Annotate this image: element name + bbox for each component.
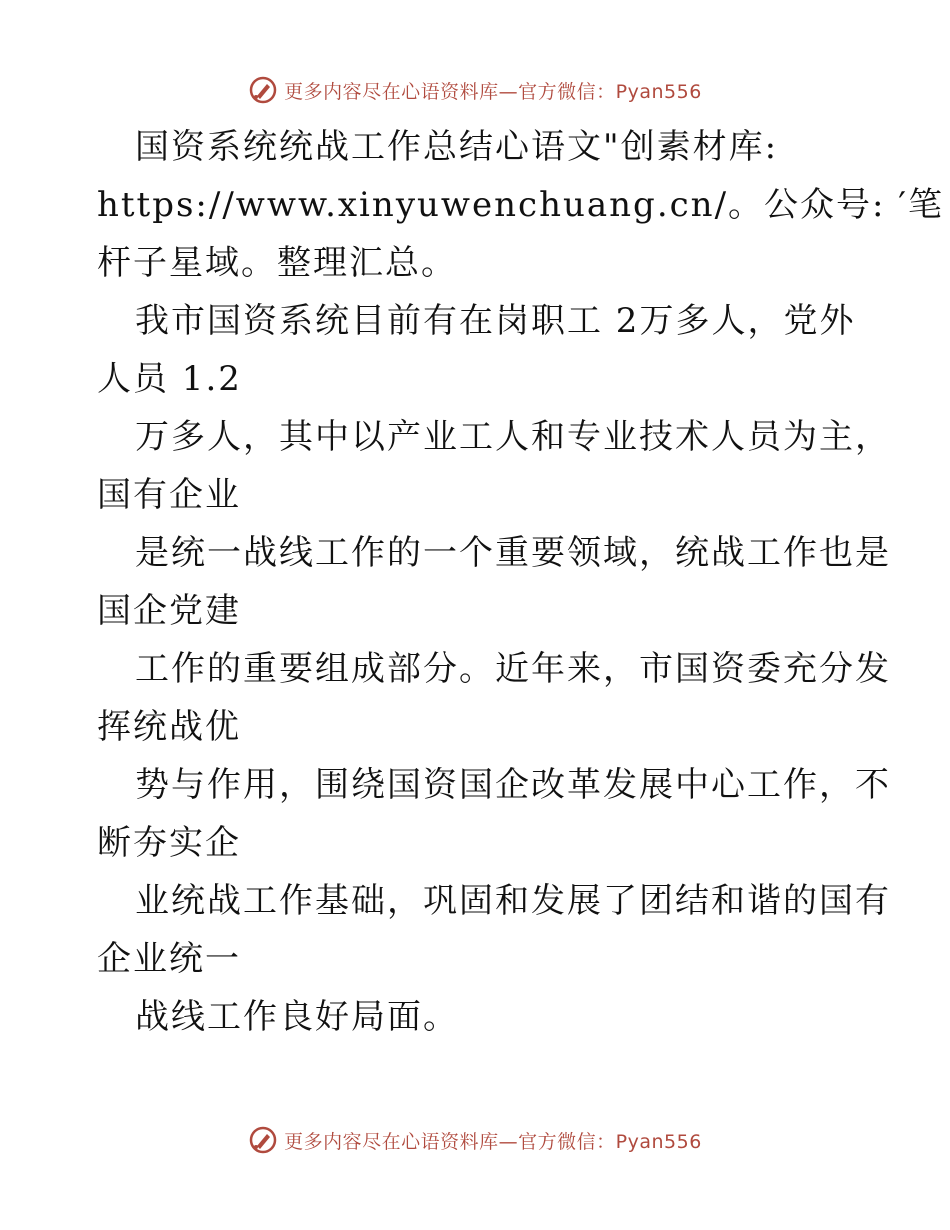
paragraph-line: 业统战工作基础，巩固和发展了团结和谐的国有 [135, 881, 891, 921]
header-banner [0, 70, 950, 110]
paragraph-line: 战线工作良好局面。 [135, 997, 459, 1037]
paragraph-line: 工作的重要组成部分。近年来，市国资委充分发 [135, 649, 891, 689]
paragraph-line: 国资系统统战工作总结心语文"创素材库: [135, 127, 779, 167]
paragraph-line: 企业统一 [97, 939, 241, 979]
document-body [97, 118, 945, 1046]
paragraph-line: 断夯实企 [97, 823, 241, 863]
paragraph-line: 是统一战线工作的一个重要领域，统战工作也是 [135, 533, 891, 573]
paragraph-line: 国有企业 [97, 475, 241, 515]
paragraph-line: 挥统战优 [97, 707, 241, 747]
header-banner-text: 更多内容尽在心语资料库—官方微信：Pyan556 [284, 80, 702, 103]
paragraph-line: 万多人，其中以产业工人和专业技术人员为主， [135, 417, 891, 457]
paragraph-line: 我市国资系统目前有在岗职工 2万多人，党外 [135, 301, 856, 341]
paragraph-line: 杆子星域。整理汇总。 [97, 243, 457, 283]
paragraph-line: 国企党建 [97, 591, 241, 631]
pen-nib-seal-icon [248, 1125, 278, 1155]
paragraph-line: 势与作用，围绕国资国企改革发展中心工作，不 [135, 765, 891, 805]
pen-nib-seal-icon [248, 75, 278, 105]
footer-banner [0, 1120, 950, 1160]
paragraph-line: https://www.xinyuwenchuang.cn/。公众号: ′笔 [97, 185, 945, 225]
paragraph-line: 人员 1.2 [97, 359, 242, 399]
footer-banner-text: 更多内容尽在心语资料库—官方微信：Pyan556 [284, 1130, 702, 1153]
